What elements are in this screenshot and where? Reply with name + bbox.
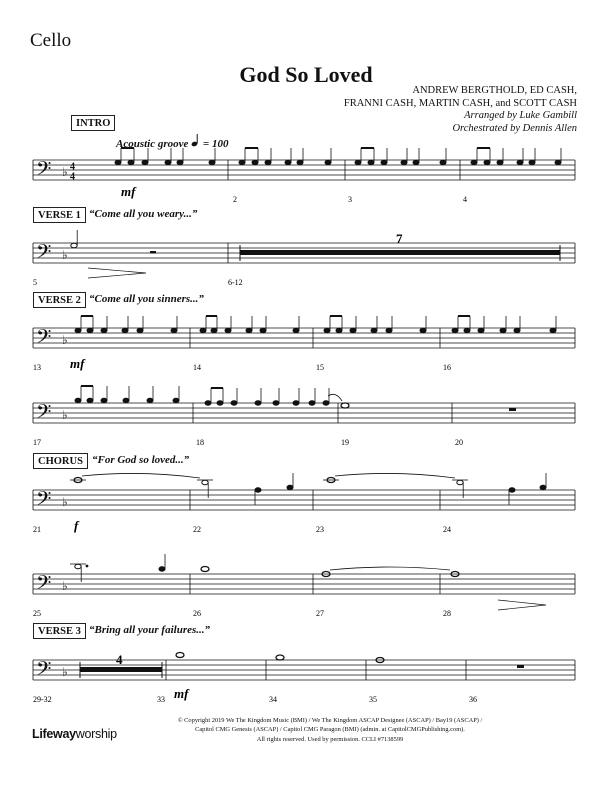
lyric-cue-verse-3: “Bring all your failures...” bbox=[89, 624, 211, 636]
lifeway-worship-logo bbox=[32, 727, 117, 741]
flat-key-signature-icon: ♭ bbox=[62, 495, 68, 509]
measure-number: 20 bbox=[455, 438, 463, 447]
measure-number: 24 bbox=[443, 525, 451, 534]
staff-6-notes bbox=[70, 554, 459, 582]
copyright-line-1: © Copyright 2019 We The Kingdom Music (BMI) / We The Kingdom ASCAP Designee (ASCAP) / Bay19 (ASCAP) / bbox=[177, 717, 483, 724]
credits-block bbox=[344, 85, 577, 135]
measure-number: 16 bbox=[443, 363, 451, 372]
measure-number: 28 bbox=[443, 609, 451, 618]
dynamic-chorus: f bbox=[74, 518, 79, 533]
instrument-name: Cello bbox=[30, 30, 72, 51]
measure-number: 2 bbox=[233, 195, 237, 204]
measure-number: 23 bbox=[316, 525, 324, 534]
tie-curve bbox=[328, 394, 342, 401]
whole-rest-icon bbox=[509, 408, 516, 411]
time-sig-top: 4 bbox=[70, 161, 75, 173]
bass-clef-icon: 𝄢 bbox=[36, 571, 52, 599]
measure-number: 35 bbox=[369, 695, 377, 704]
staff-system-2 bbox=[0, 233, 612, 293]
copyright-footer bbox=[130, 716, 530, 744]
lyric-cue-verse-1: “Come all you weary...” bbox=[89, 208, 198, 220]
measure-number: 15 bbox=[316, 363, 324, 372]
logo-brand: Lifeway bbox=[32, 727, 76, 741]
staff-system-4 bbox=[0, 393, 612, 453]
intro-rhythm-notes bbox=[115, 148, 561, 165]
measure-number: 34 bbox=[269, 695, 277, 704]
flat-key-signature-icon: ♭ bbox=[62, 408, 68, 422]
multirest-bar bbox=[80, 667, 162, 672]
multirest-count: 4 bbox=[116, 652, 123, 667]
staff-4-notes bbox=[75, 386, 329, 405]
rehearsal-mark-intro: INTRO bbox=[71, 115, 115, 131]
flat-key-signature-icon: ♭ bbox=[62, 333, 68, 347]
measure-number: 19 bbox=[341, 438, 349, 447]
staff-system-7 bbox=[0, 650, 612, 710]
bass-clef-icon: 𝄢 bbox=[36, 325, 52, 353]
bass-clef-icon: 𝄢 bbox=[36, 400, 52, 428]
rehearsal-mark-verse-3: VERSE 3 bbox=[33, 623, 86, 639]
measure-number: 21 bbox=[33, 525, 41, 534]
bass-clef-icon: 𝄢 bbox=[36, 487, 52, 515]
composers-line-1: ANDREW BERGTHOLD, ED CASH, bbox=[412, 85, 577, 96]
measure-number: 17 bbox=[33, 438, 41, 447]
measure-number: 13 bbox=[33, 363, 41, 372]
flat-key-signature-icon: ♭ bbox=[62, 665, 68, 679]
svg-text:𝄢: 𝄢 bbox=[36, 157, 52, 185]
flat-key-signature-icon: ♭ bbox=[62, 579, 68, 593]
multirest-count: 7 bbox=[396, 231, 403, 246]
lyric-cue-chorus: “For God so loved...” bbox=[92, 454, 190, 466]
orchestrator-credit: Orchestrated by Dennis Allen bbox=[452, 122, 577, 134]
copyright-line-2: Capitol CMG Genesis (ASCAP) / Capitol CMG Paragon (BMI) (admin. at CapitolCMGPublishing.com). bbox=[195, 726, 465, 734]
measure-number: 25 bbox=[33, 609, 41, 618]
half-rest-icon bbox=[150, 251, 156, 254]
composers-line-2: FRANNI CASH, MARTIN CASH, and SCOTT CASH bbox=[343, 97, 577, 109]
rehearsal-mark-verse-2: VERSE 2 bbox=[33, 292, 86, 308]
measure-number: 22 bbox=[193, 525, 201, 534]
dynamic-verse-2: mf bbox=[70, 356, 85, 371]
staff-system-5 bbox=[0, 480, 612, 540]
measure-number: 6-12 bbox=[228, 278, 243, 287]
bass-clef-icon bbox=[36, 157, 51, 185]
measure-number: 29-32 bbox=[33, 695, 52, 704]
logo-product: worship bbox=[75, 727, 117, 741]
flat-key-signature-icon: ♭ bbox=[62, 248, 68, 262]
rehearsal-mark-chorus: CHORUS bbox=[33, 453, 88, 469]
time-sig-bottom: 4 bbox=[70, 171, 75, 183]
staff-system-1 bbox=[0, 150, 612, 210]
measure-number: 14 bbox=[193, 363, 201, 372]
staff-system-6 bbox=[0, 564, 612, 624]
copyright-line-3: All rights reserved. Used by permission. CCLI #7138599 bbox=[256, 735, 404, 743]
rehearsal-mark-verse-1: VERSE 1 bbox=[33, 207, 86, 223]
multirest-bar bbox=[240, 250, 560, 255]
flat-key-signature-icon: ♭ bbox=[62, 165, 68, 179]
tempo-text: Acoustic groove bbox=[116, 138, 189, 150]
measure-number: 36 bbox=[469, 695, 477, 704]
measure-number: 18 bbox=[196, 438, 204, 447]
measure-number: 5 bbox=[33, 278, 37, 287]
measure-number: 27 bbox=[316, 609, 324, 618]
measure-number: 26 bbox=[193, 609, 201, 618]
measure-number: 33 bbox=[157, 695, 165, 704]
half-note bbox=[71, 230, 77, 248]
quarter-note-icon bbox=[191, 136, 200, 148]
decrescendo-icon bbox=[498, 600, 546, 610]
bass-clef-icon: 𝄢 bbox=[36, 240, 52, 268]
bass-clef-icon: 𝄢 bbox=[36, 657, 52, 685]
measure-number: 4 bbox=[463, 195, 467, 204]
measure-number: 3 bbox=[348, 195, 352, 204]
verse-3-notes bbox=[176, 653, 384, 663]
song-title: God So Loved bbox=[239, 62, 373, 87]
verse-2-rhythm-notes bbox=[75, 316, 556, 333]
tempo-bpm: = 100 bbox=[202, 138, 229, 150]
arranger-credit: Arranged by Luke Gambill bbox=[464, 110, 577, 122]
decrescendo-icon bbox=[88, 268, 146, 278]
dynamic-verse-3: mf bbox=[174, 686, 189, 701]
dynamic-intro: mf bbox=[121, 184, 136, 199]
staff-system-3 bbox=[0, 318, 612, 378]
lyric-cue-verse-2: “Come all you sinners...” bbox=[89, 293, 204, 305]
whole-rest-icon bbox=[517, 665, 524, 668]
whole-note bbox=[341, 403, 349, 408]
